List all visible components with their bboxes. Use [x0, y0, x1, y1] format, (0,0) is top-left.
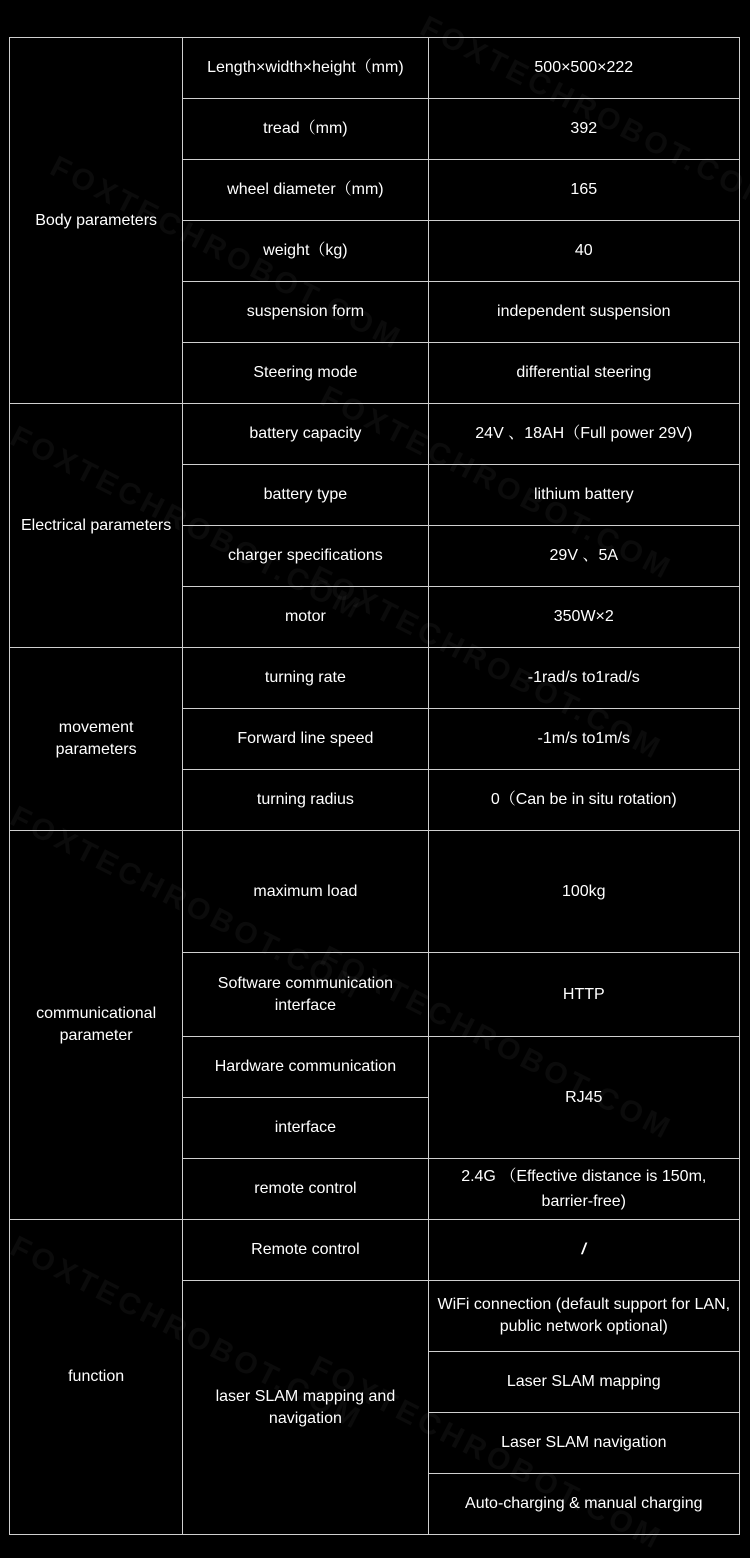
item-label: turning rate	[183, 648, 428, 709]
item-label: Steering mode	[183, 343, 428, 404]
category-communication	[10, 831, 183, 1220]
table-row	[10, 648, 740, 709]
category-function: function	[10, 1220, 183, 1535]
item-value: independent suspension	[428, 282, 739, 343]
item-label: battery type	[183, 465, 428, 526]
item-label: Length×width×height（mm)	[183, 38, 428, 99]
item-value: 29V 、5A	[428, 526, 739, 587]
item-value: 165	[428, 160, 739, 221]
item-label-line: navigation	[268, 1409, 342, 1427]
item-value	[428, 1281, 739, 1352]
item-value: 40	[428, 221, 739, 282]
item-value: Laser SLAM navigation	[428, 1413, 739, 1474]
item-value: lithium battery	[428, 465, 739, 526]
item-label: Remote control	[183, 1220, 428, 1281]
table-row	[10, 38, 740, 99]
item-label: motor	[183, 587, 428, 648]
item-value: differential steering	[428, 343, 739, 404]
category-movement	[10, 648, 183, 831]
item-label-line: interface	[274, 996, 337, 1014]
item-label: battery capacity	[183, 404, 428, 465]
item-value: 392	[428, 99, 739, 160]
item-value: 24V 、18AH（Full power 29V)	[428, 404, 739, 465]
table-row	[10, 404, 740, 465]
item-value: 100kg	[428, 831, 739, 953]
item-label: tread（mm)	[183, 99, 428, 160]
item-label: Forward line speed	[183, 709, 428, 770]
table-row	[10, 831, 740, 953]
item-label: maximum load	[183, 831, 428, 953]
item-value: 500×500×222	[428, 38, 739, 99]
item-label: remote control	[183, 1159, 428, 1220]
spec-table	[9, 37, 740, 1535]
item-label: Hardware communication	[183, 1037, 428, 1098]
item-value-line: 2.4G （Effective distance is 150m,	[461, 1168, 707, 1185]
item-label	[183, 953, 428, 1037]
item-value: -1rad/s to1rad/s	[428, 648, 739, 709]
item-value-line: barrier-free)	[541, 1193, 627, 1210]
item-value-line: WiFi connection (default support for LAN,	[437, 1296, 731, 1313]
category-label-line: communicational	[36, 1005, 157, 1022]
item-label: weight（kg)	[183, 221, 428, 282]
item-label: wheel diameter（mm)	[183, 160, 428, 221]
item-value: 350W×2	[428, 587, 739, 648]
item-value: HTTP	[428, 953, 739, 1037]
category-label-line: parameter	[59, 1027, 133, 1044]
item-label-line: laser SLAM mapping and	[215, 1387, 396, 1405]
category-label-line: parameters	[55, 741, 137, 758]
item-label: interface	[183, 1098, 428, 1159]
item-label	[183, 1281, 428, 1535]
item-label-line: Software communication	[217, 974, 393, 992]
item-value: Laser SLAM mapping	[428, 1352, 739, 1413]
item-value: 0（Can be in situ rotation)	[428, 770, 739, 831]
table-row	[10, 1220, 740, 1281]
item-value	[428, 1159, 739, 1220]
item-label: turning radius	[183, 770, 428, 831]
category-electrical: Electrical parameters	[10, 404, 183, 648]
item-value: RJ45	[428, 1037, 739, 1159]
item-label: charger specifications	[183, 526, 428, 587]
category-label-line: movement	[58, 719, 134, 736]
item-value: /	[428, 1220, 739, 1281]
item-value: Auto-charging & manual charging	[428, 1474, 739, 1535]
item-value: -1m/s to1m/s	[428, 709, 739, 770]
item-value-line: public network optional)	[499, 1318, 668, 1335]
item-label: suspension form	[183, 282, 428, 343]
category-body: Body parameters	[10, 38, 183, 404]
